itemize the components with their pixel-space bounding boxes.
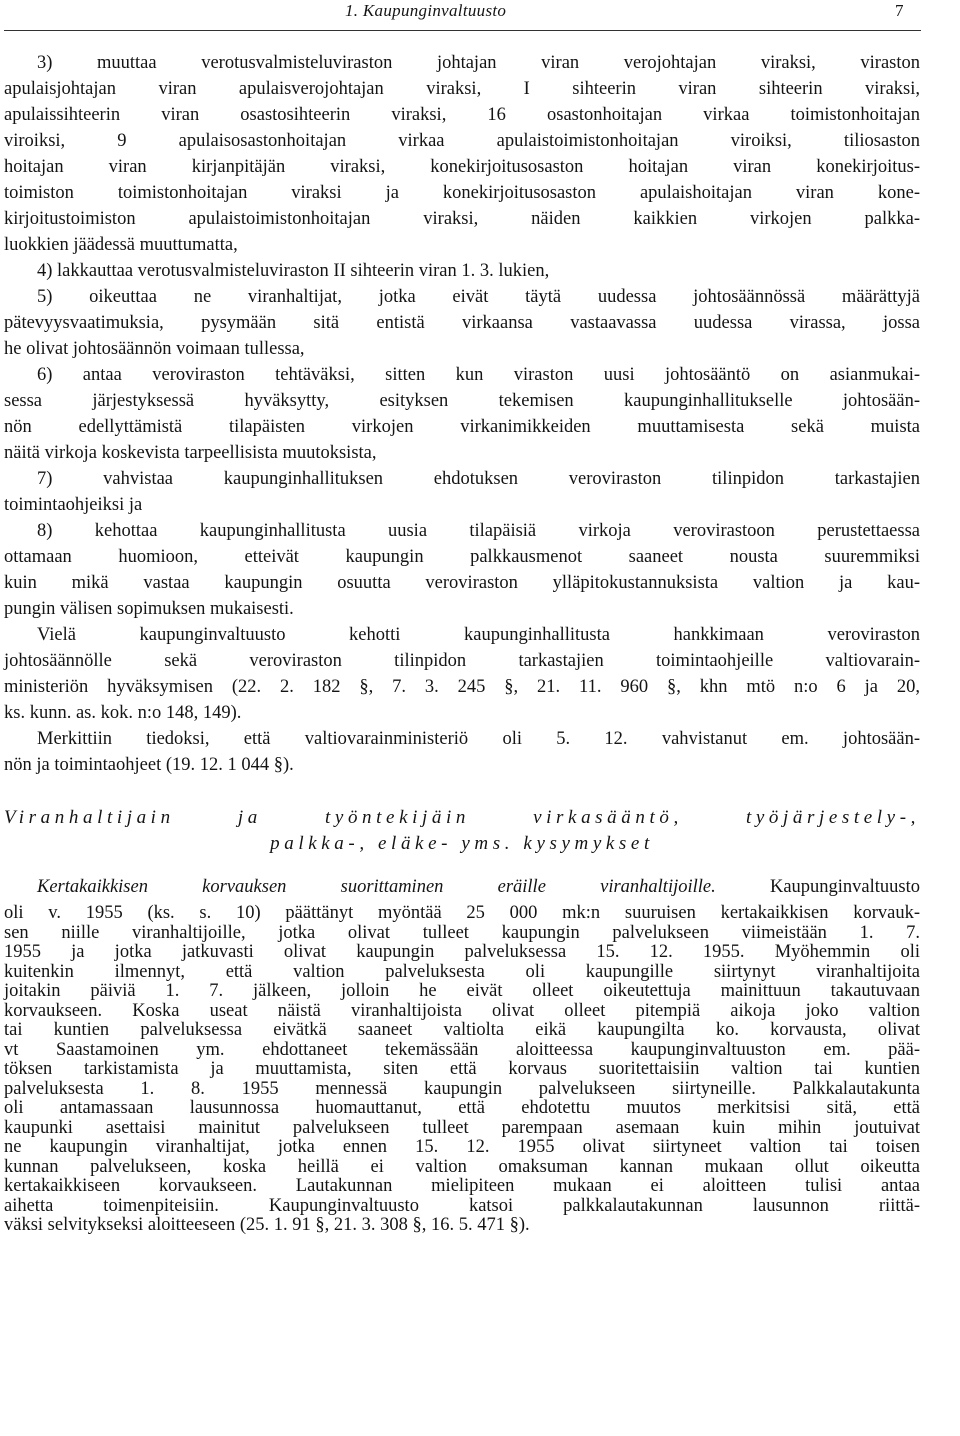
text-line: sessa järjestyksessä hyväksytty, esityksen tekemisen kaupunginhallitukselle johtosään- <box>4 391 920 411</box>
text-line: luokkien jäädessä muuttumatta, <box>4 235 238 255</box>
text-line: hoitajan viran kirjanpitäjän viraksi, konekirjoitusosaston hoitajan viran konekirjoitus- <box>4 157 920 177</box>
text-line: toimintaohjeiksi ja <box>4 495 143 515</box>
text-line: Vielä kaupunginvaltuusto kehotti kaupunginhallitusta hankkimaan veroviraston <box>37 625 920 645</box>
text-line: ks. kunn. as. kok. n:o 148, 149). <box>4 703 242 723</box>
text-line: apulaisjohtajan viran apulaisverojohtajan viraksi, I sihteerin viran sihteerin viraksi, <box>4 79 920 99</box>
text-line: kuin mikä vastaa kaupungin osuutta veroviraston ylläpitokustannuksista valtion ja kau- <box>4 573 920 593</box>
text-line: 6) antaa veroviraston tehtäväksi, sitten kun viraston uusi johtosääntö on asianmukai- <box>37 365 920 385</box>
running-header-title: 1. Kaupunginvaltuusto <box>345 1 507 20</box>
text-line: tai kuntien palveluksessa eivätkä saaneet valtiolta eikä kaupungilta ko. korvausta, olivat <box>4 1020 920 1040</box>
text-line: ne kaupungin viranhaltijat, jotka ennen 15. 12. 1955 olivat siirtyneet valtion tai toisen <box>4 1137 920 1157</box>
section-heading-line: palkka-, eläke- yms. kysymykset <box>270 833 654 854</box>
text-line: ottamaan huomioon, etteivät kaupungin palkkausmenot saaneet nousta suuremmiksi <box>4 547 920 567</box>
page-number: 7 <box>895 1 904 20</box>
text-line: pungin välisen sopimuksen mukaisesti. <box>4 599 294 619</box>
text-line: oli v. 1955 (ks. s. 10) päättänyt myöntää 25 000 mk:n suuruisen kertakaikkisen korvauk- <box>4 903 920 923</box>
text-line: sen niille viranhaltijoille, jotka olivat tulleet kaupungin palvelukseen viimeistään 1. 7. <box>4 922 920 943</box>
text-line: kunnan palvelukseen, koska heillä ei valtion omaksuman kannan mukaan ollut oikeutta <box>4 1156 920 1177</box>
text-line: näitä virkoja koskevista tarpeellisista muutoksista, <box>4 443 377 463</box>
text-line: oli antamassaan lausunnossa huomauttanut, että ehdotettu muutos merkitsisi sitä, että <box>4 1098 920 1118</box>
text-line: kertakaikkiseen korvaukseen. Lautakunnan mielipiteen mukaan ei aloitteen tulisi antaa <box>4 1176 920 1196</box>
paragraph-lead: Kaupunginvaltuusto <box>769 877 920 897</box>
text-line: Merkittiin tiedoksi, että valtiovarainministeriö oli 5. 12. vahvistanut em. johtosään- <box>37 729 920 749</box>
text-line: aihetta toimenpiteisiin. Kaupunginvaltuusto katsoi palkkalautakunnan lausunnon riittä- <box>4 1195 920 1216</box>
text-line: 4) lakkauttaa verotusvalmisteluviraston II sihteerin viran 1. 3. lukien, <box>37 261 550 281</box>
text-line: 7) vahvistaa kaupunginhallituksen ehdotuksen veroviraston tilinpidon tarkastajien <box>37 469 920 489</box>
text-line: toimiston toimistonhoitajan viraksi ja konekirjoitusosaston apulaishoitajan viran kone- <box>4 183 920 203</box>
text-line: väksi selvitykseksi aloitteeseen (25. 1. 91 §, 21. 3. 308 §, 16. 5. 471 §). <box>4 1215 530 1235</box>
paragraph-title: Kertakaikkisen korvauksen suorittaminen eräille viranhaltijoille. <box>37 877 716 897</box>
text-line: 8) kehottaa kaupunginhallitusta uusia tilapäisiä virkoja verovirastoon perustettaessa <box>37 521 920 541</box>
text-line: kuitenkin ilmennyt, että valtion palveluksesta oli kaupungille siirtynyt viranhaltijoita <box>4 961 920 982</box>
text-line: pätevyysvaatimuksia, pysymään sitä entistä virkaansa vastaavassa uudessa virassa, jossa <box>4 313 920 333</box>
text-line: nön edellyttämistä tilapäisten virkojen virkanimikkeiden muuttamisesta sekä muista <box>4 417 920 437</box>
text-line: nön ja toimintaohjeet (19. 12. 1 044 §). <box>4 755 294 775</box>
text-line: palveluksesta 1. 8. 1955 mennessä kaupungin palvelukseen siirtyneille. Palkkalautakunta <box>4 1078 920 1099</box>
text-line: vt Saastamoinen ym. ehdottaneet tekemässään aloitteessa kaupunginvaltuuston em. pää- <box>4 1039 920 1060</box>
text-line: he olivat johtosäännön voimaan tullessa, <box>4 339 305 359</box>
text-line: joitakin päiviä 1. 7. jälkeen, jolloin he eivät olleet oikeutettuja mainittuun takautuvaan <box>4 981 920 1001</box>
text-line: korvaukseen. Koska useat näistä viranhaltijoista olivat olleet pitempiä aikoja joko valtion <box>4 1000 920 1021</box>
text-line: johtosäännölle sekä veroviraston tilinpidon tarkastajien toimintaohjeille valtiovarain- <box>4 651 920 671</box>
text-line: viroiksi, 9 apulaisosastonhoitajan virkaa apulaistoimistonhoitajan viroiksi, tiliosaston <box>4 131 920 151</box>
text-line: ministeriön hyväksymisen (22. 2. 182 §, 7. 3. 245 §, 21. 11. 960 §, khn mtö n:o 6 ja 20, <box>4 677 920 697</box>
text-line: töksen tarkistamista ja muuttamista, siten että korvaus suoritettaisiin valtion tai kuntien <box>4 1059 920 1079</box>
section-heading-line: Viranhaltijain ja työntekijäin virkasääntö, työjärjestely-, <box>4 807 920 828</box>
text-line: kaupunki asettaisi mainitut palvelukseen tulleet parempaan asemaan kuin mihin joutuivat <box>4 1117 920 1138</box>
text-line: kirjoitustoimiston apulaistoimistonhoitajan viraksi, näiden kaikkien virkojen palkka- <box>4 209 920 229</box>
text-line: 1955 ja jotka jatkuvasti olivat kaupungin palveluksessa 15. 12. 1955. Myöhemmin oli <box>4 942 920 962</box>
text-line: 3) muuttaa verotusvalmisteluviraston johtajan viran verojohtajan viraksi, viraston <box>37 53 920 73</box>
text-line <box>37 874 920 900</box>
text-line: apulaissihteerin viran osastosihteerin viraksi, 16 osastonhoitajan virkaa toimistonhoitajan <box>4 105 920 125</box>
text-line: 5) oikeuttaa ne viranhaltijat, jotka eivät täytä uudessa johtosäännössä määrättyjä <box>37 287 920 307</box>
